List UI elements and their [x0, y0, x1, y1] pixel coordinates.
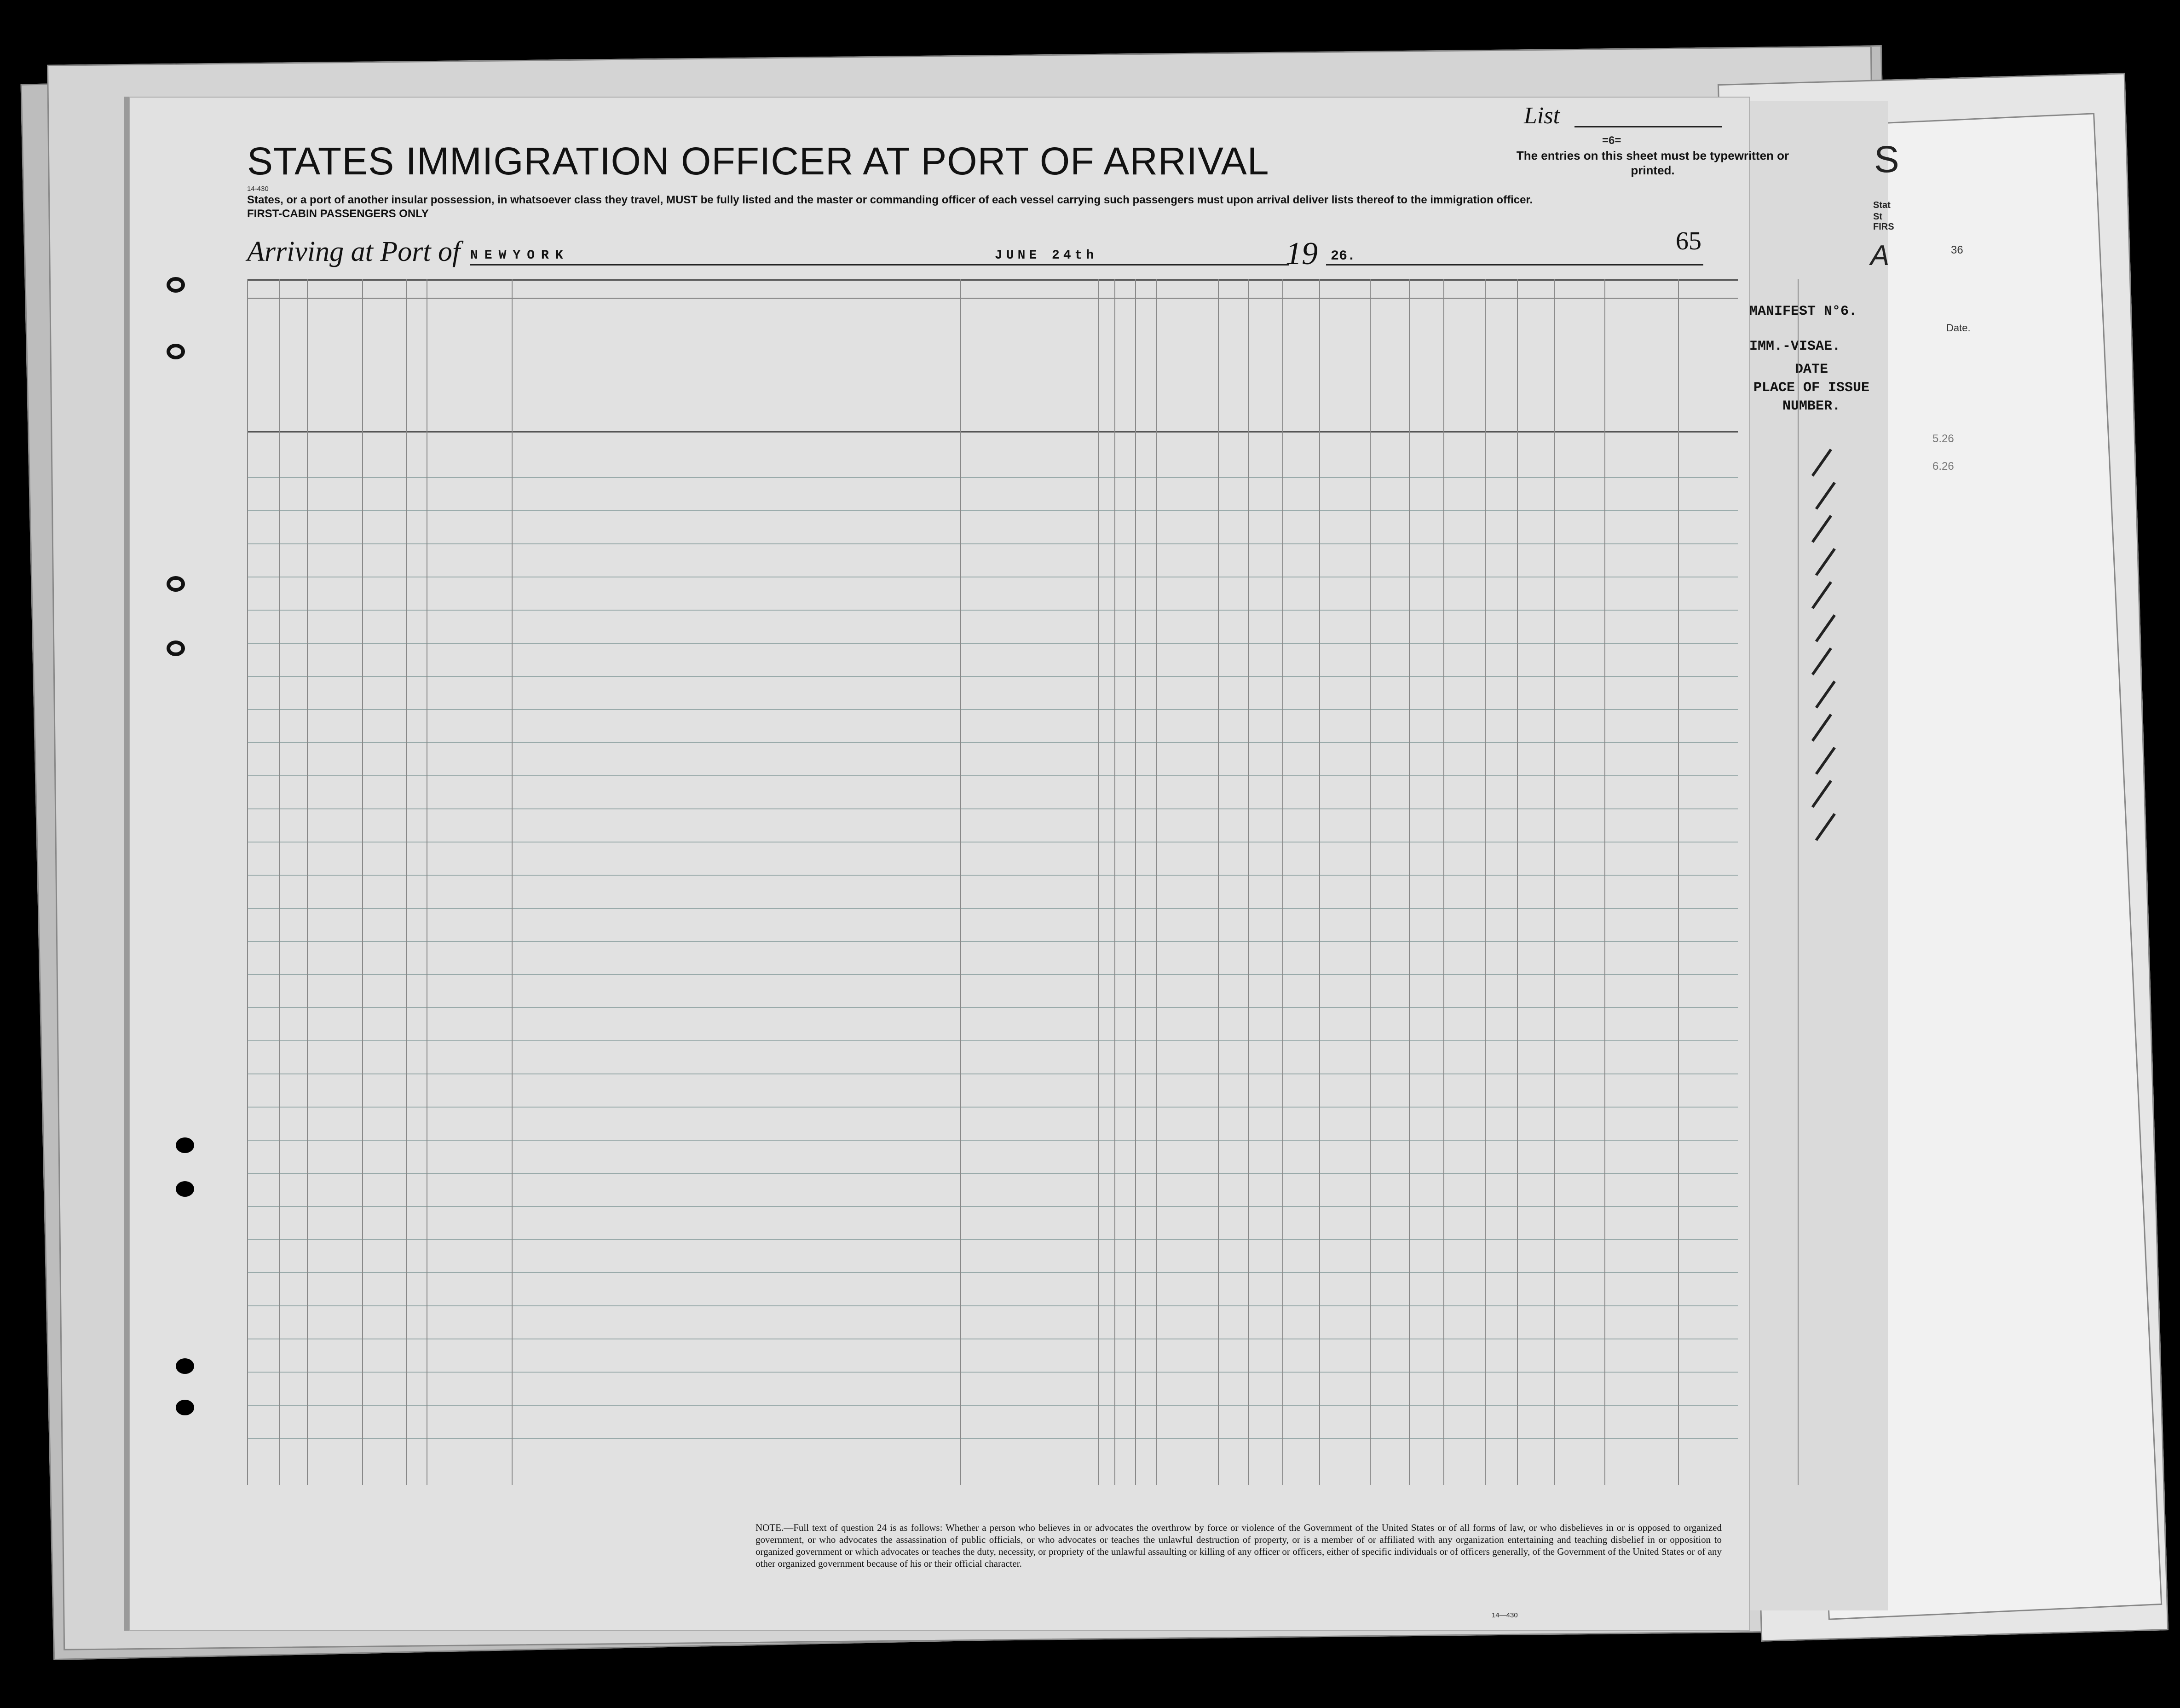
- row-rule: [247, 1305, 1738, 1306]
- far-right-v2: 6.26: [1932, 460, 1954, 473]
- column-rule: [307, 279, 308, 1485]
- far-right-36: 36: [1951, 244, 1963, 256]
- header-anarchist: [1135, 312, 1153, 422]
- arrival-date: JUNE 24th: [995, 248, 1098, 263]
- row-rule: [247, 941, 1738, 942]
- column-rule: [1098, 279, 1099, 1485]
- far-right-sheet: [1914, 193, 2112, 1574]
- row-rule: [247, 1040, 1738, 1041]
- header-polygamist: [1114, 312, 1133, 422]
- entries-note: The entries on this sheet must be typewritten or printed.: [1516, 149, 1789, 177]
- binder-hole: [176, 1181, 194, 1197]
- row-rule: [247, 1405, 1738, 1406]
- row-rule: [247, 1007, 1738, 1008]
- arrival-year: 26.: [1331, 248, 1356, 264]
- port-line: [470, 264, 1068, 265]
- row-rule: [247, 676, 1738, 677]
- passenger-table: [247, 279, 1738, 1485]
- right-sheet-firs: FIRS: [1873, 222, 1894, 232]
- header-q25: [1218, 312, 1246, 422]
- column-rule: [362, 279, 363, 1485]
- header-money: [363, 307, 404, 417]
- header-ticket: [280, 307, 306, 417]
- binder-hole: [167, 277, 185, 293]
- year-line: [1326, 264, 1703, 265]
- column-rule: [960, 279, 961, 1485]
- row-rule: [247, 808, 1738, 809]
- column-rule: [1248, 279, 1249, 1485]
- page-title: STATES IMMIGRATION OFFICER AT PORT OF ARRIVAL: [247, 139, 1269, 183]
- arriving-label: Arriving at Port of: [247, 236, 461, 267]
- column-rule: [512, 279, 513, 1485]
- binder-hole: [167, 576, 185, 592]
- visa-place-label: PLACE OF ISSUE: [1753, 380, 1870, 396]
- row-rule: [247, 1073, 1738, 1074]
- arrival-port: NEWYORK: [470, 248, 570, 263]
- header-feet: [1370, 381, 1388, 413]
- column-rule: [1156, 279, 1157, 1485]
- binder-hole: [167, 344, 185, 359]
- list-line: [1574, 126, 1722, 127]
- year-prefix: 19: [1286, 236, 1318, 271]
- row-rule: [247, 1173, 1738, 1174]
- row-rule: [247, 1272, 1738, 1273]
- column-rule: [1135, 279, 1136, 1485]
- row-rule: [247, 775, 1738, 776]
- footer-form-number: 14—430: [1492, 1611, 1518, 1619]
- row-rule: [247, 610, 1738, 611]
- header-rule: [247, 431, 1738, 433]
- header-rule: [247, 279, 1738, 281]
- right-sheet-sta: Stat: [1873, 200, 1891, 210]
- column-rule: [406, 279, 407, 1485]
- row-rule: [247, 477, 1738, 478]
- far-right-date: Date.: [1946, 322, 1971, 334]
- row-rule: [247, 510, 1738, 511]
- column-rule: [1678, 279, 1679, 1485]
- row-rule: [247, 709, 1738, 710]
- visa-column-header: [1749, 302, 1874, 415]
- instruction-text: States, or a port of another insular possession, in whatsoever class they travel, MUST be fully listed and the master or commanding officer of each vessel carrying such passengers must upon arrival deliver lists thereof to the immigration officer.: [247, 194, 1533, 206]
- header-q26: [1250, 312, 1278, 422]
- column-rule: [1604, 279, 1605, 1485]
- header-inches: [1390, 381, 1409, 413]
- column-rule: [247, 279, 248, 1485]
- row-rule: [247, 1206, 1738, 1207]
- visa-number-label: NUMBER.: [1782, 398, 1841, 414]
- row-rule: [247, 1239, 1738, 1240]
- column-rule: [1370, 279, 1371, 1485]
- row-rule: [247, 543, 1738, 544]
- header-q20b: [1006, 312, 1025, 422]
- list-label: List: [1524, 103, 1560, 129]
- right-sheet-s: S: [1874, 138, 1899, 180]
- header-q20a: [963, 312, 981, 422]
- right-sheet-st: St: [1873, 212, 1882, 222]
- far-right-v1: 5.26: [1932, 433, 1954, 445]
- column-rule: [1443, 279, 1444, 1485]
- right-sheet-a: A: [1870, 240, 1890, 271]
- header-q20c: [1057, 312, 1075, 422]
- column-rule: [1218, 279, 1219, 1485]
- column-rule: [1517, 279, 1518, 1485]
- header-rule: [247, 298, 1738, 299]
- row-rule: [247, 1107, 1738, 1108]
- column-rule: [1114, 279, 1115, 1485]
- row-rule: [247, 742, 1738, 743]
- column-rule: [1319, 279, 1320, 1485]
- binder-hole: [176, 1358, 194, 1374]
- row-rule: [247, 974, 1738, 975]
- column-rule: [1798, 279, 1799, 1485]
- column-rule: [1409, 279, 1410, 1485]
- footnote: NOTE.—Full text of question 24 is as follows: Whether a person who believes in or advocates the overthrow by force or violence of the Government of the United States or of all forms of law, or who disbelieves in or is opposed to organized government, or who advocates the assassination of public officials, or who advocates or teaches the unlawful destruction of property, or is a member of or affiliated with any organization entertaining and teaching disbelief in or opposition to organized government or which advocates or teaches the duty, necessity, or propriety of the unlawful assaulting or killing of any officer or officers, either of specific individuals or of officers generally, of the Government of the United States or of any other organized government because of his or their official character.: [756, 1522, 1722, 1569]
- row-rule: [247, 1372, 1738, 1373]
- cabin-class: FIRST-CABIN PASSENGERS ONLY: [247, 208, 429, 220]
- binder-hole: [176, 1400, 194, 1415]
- row-rule: [247, 875, 1738, 876]
- column-rule: [279, 279, 280, 1485]
- column-rule: [1282, 279, 1283, 1485]
- row-rule: [247, 1140, 1738, 1141]
- page-number: 65: [1676, 227, 1701, 255]
- header-q24: [1172, 312, 1204, 422]
- column-rule: [1485, 279, 1486, 1485]
- imm-visae: IMM.-VISAE.: [1749, 339, 1841, 354]
- row-rule: [247, 1438, 1738, 1439]
- date-line: [986, 264, 1289, 265]
- form-number: 14-430: [247, 185, 269, 193]
- list-number: =6=: [1602, 134, 1621, 147]
- binder-hole: [176, 1137, 194, 1153]
- visa-date-label: DATE: [1794, 362, 1828, 377]
- column-rule: [1554, 279, 1555, 1485]
- manifest-sheet: [129, 97, 1870, 1631]
- row-rule: [247, 643, 1738, 644]
- manifest-number: MANIFEST N°6.: [1749, 304, 1857, 319]
- row-rule: [247, 908, 1738, 909]
- instructions: [247, 193, 1627, 221]
- binder-hole: [167, 640, 185, 656]
